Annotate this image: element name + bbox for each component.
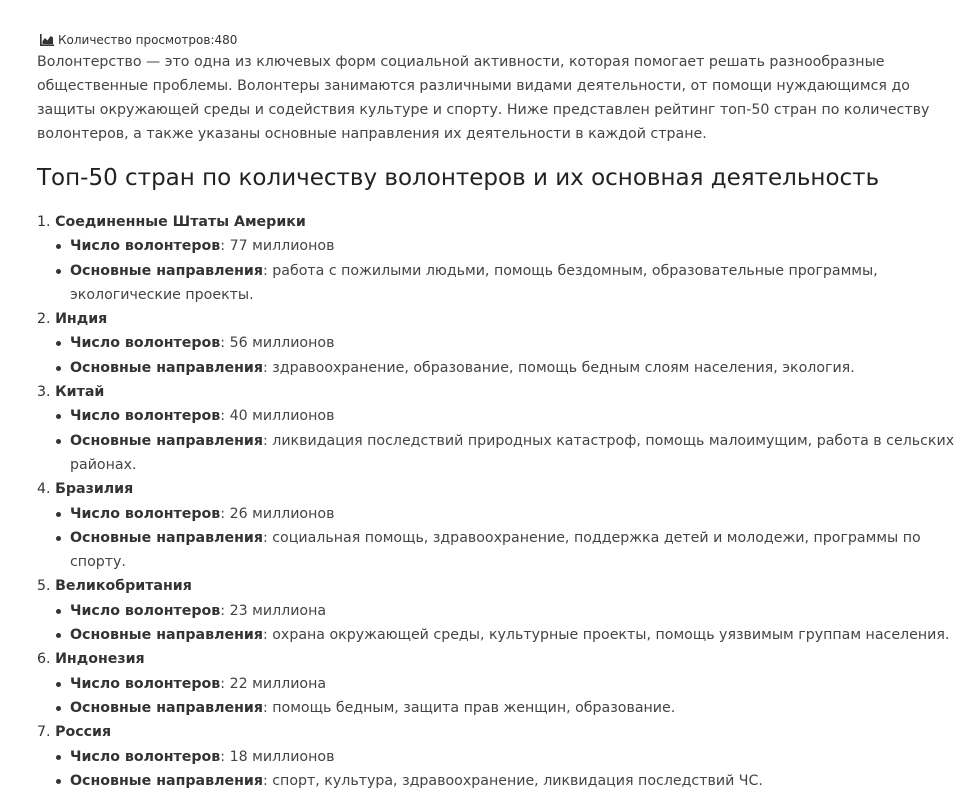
list-item [37, 574, 960, 647]
country-name: Великобритания [55, 578, 192, 595]
volunteer-count-item: Число волонтеров: 22 миллиона [70, 672, 960, 696]
directions-value: социальная помощь, здравоохранение, поддержка детей и молодежи, программы по спорту. [70, 529, 921, 571]
directions-label: Основные направления [70, 699, 263, 716]
directions-item: Основные направления: охрана окружающей среды, культурные проекты, помощь уязвимым группам населения. [70, 623, 960, 647]
volunteer-count-label: Число волонтеров [70, 238, 221, 255]
list-item [37, 477, 960, 574]
country-name: Индия [55, 311, 108, 328]
directions-item: Основные направления: здравоохранение, образование, помощь бедным слоям населения, экология. [70, 356, 960, 380]
list-item-number: 3. [37, 384, 51, 401]
directions-value: здравоохранение, образование, помощь бедным слоям населения, экология. [272, 359, 855, 376]
volunteer-count-item: Число волонтеров: 26 миллионов [70, 502, 960, 526]
view-counter [40, 30, 960, 50]
list-item [37, 307, 960, 380]
volunteer-count-value: 40 миллионов [229, 408, 335, 425]
list-item-number: 1. [37, 214, 51, 230]
volunteer-count-value: 26 миллионов [229, 505, 335, 522]
volunteer-count-value: 77 миллионов [229, 238, 335, 255]
list-item-number: 6. [37, 651, 51, 668]
directions-item: Основные направления: социальная помощь, здравоохранение, поддержка детей и молодежи, программы по спорту. [70, 526, 960, 575]
country-name: Китай [55, 384, 105, 401]
list-item-number: 5. [37, 578, 51, 595]
country-name: Бразилия [55, 481, 134, 498]
list-item [37, 380, 960, 477]
country-details [37, 502, 960, 575]
view-counter-label: Количество просмотров: [58, 33, 215, 47]
directions-value: охрана окружающей среды, культурные проекты, помощь уязвимым группам населения. [272, 627, 950, 644]
directions-item: Основные направления: помощь бедным, защита прав женщин, образование. [70, 696, 960, 720]
directions-item: Основные направления: спорт, культура, здравоохранение, ликвидация последствий ЧС. [70, 769, 960, 793]
chart-icon [40, 34, 54, 46]
country-name: Россия [55, 724, 112, 741]
directions-value: помощь бедным, защита прав женщин, образование. [272, 699, 676, 716]
directions-label: Основные направления [70, 432, 263, 449]
country-details [37, 404, 960, 477]
volunteer-count-label: Число волонтеров [70, 408, 221, 425]
volunteer-count-item: Число волонтеров: 40 миллионов [70, 404, 960, 428]
country-name: Соединенные Штаты Америки [55, 214, 306, 230]
volunteer-count-value: 23 миллиона [229, 602, 327, 619]
directions-value: спорт, культура, здравоохранение, ликвидация последствий ЧС. [272, 772, 763, 789]
volunteer-count-label: Число волонтеров [70, 602, 221, 619]
directions-item: Основные направления: работа с пожилыми людьми, помощь бездомным, образовательные программы, экологические проекты. [70, 259, 960, 308]
country-details [37, 599, 960, 648]
directions-value: ликвидация последствий природных катастроф, помощь малоимущим, работа в сельских районах. [70, 432, 955, 473]
country-name: Индонезия [55, 651, 145, 668]
volunteer-count-item: Число волонтеров: 77 миллионов [70, 234, 960, 258]
volunteer-count-value: 56 миллионов [229, 335, 335, 352]
country-details [37, 234, 960, 307]
list-item [37, 210, 960, 307]
directions-label: Основные направления [70, 262, 263, 279]
country-details [37, 331, 960, 380]
volunteer-count-value: 18 миллионов [229, 748, 335, 765]
directions-label: Основные направления [70, 359, 263, 376]
country-list [37, 210, 960, 793]
list-item [37, 720, 960, 793]
directions-label: Основные направления [70, 529, 263, 546]
directions-item: Основные направления: ликвидация последствий природных катастроф, помощь малоимущим, работа в сельских районах. [70, 429, 960, 478]
volunteer-count-value: 22 миллиона [229, 675, 327, 692]
list-item [37, 647, 960, 720]
volunteer-count-item: Число волонтеров: 56 миллионов [70, 331, 960, 355]
directions-value: работа с пожилыми людьми, помощь бездомным, образовательные программы, экологические проекты. [70, 262, 878, 303]
list-item-number: 2. [37, 311, 51, 328]
directions-label: Основные направления [70, 627, 263, 644]
directions-label: Основные направления [70, 772, 263, 789]
country-details [37, 745, 960, 794]
volunteer-count-label: Число волонтеров [70, 675, 221, 692]
list-item-number: 7. [37, 724, 51, 741]
country-details [37, 672, 960, 721]
volunteer-count-item: Число волонтеров: 18 миллионов [70, 745, 960, 769]
view-counter-value: 480 [214, 33, 238, 47]
intro-paragraph: Волонтерство — это одна из ключевых форм социальной активности, которая помогает решать разнообразные общественные проблемы. Волонтеры занимаются различными видами деятельности, от помощи нуждающимся до защиты окружающей среды и содействия культуре и спорту. Ниже представлен рейтинг топ-50 стран по количеству волонтеров, а также указаны основные направления их деятельности в каждой стране. [37, 54, 930, 142]
section-heading: Топ-50 стран по количеству волонтеров и их основная деятельность [37, 165, 880, 191]
volunteer-count-item: Число волонтеров: 23 миллиона [70, 599, 960, 623]
volunteer-count-label: Число волонтеров [70, 748, 221, 765]
volunteer-count-label: Число волонтеров [70, 335, 221, 352]
volunteer-count-label: Число волонтеров [70, 505, 221, 522]
list-item-number: 4. [37, 481, 51, 498]
